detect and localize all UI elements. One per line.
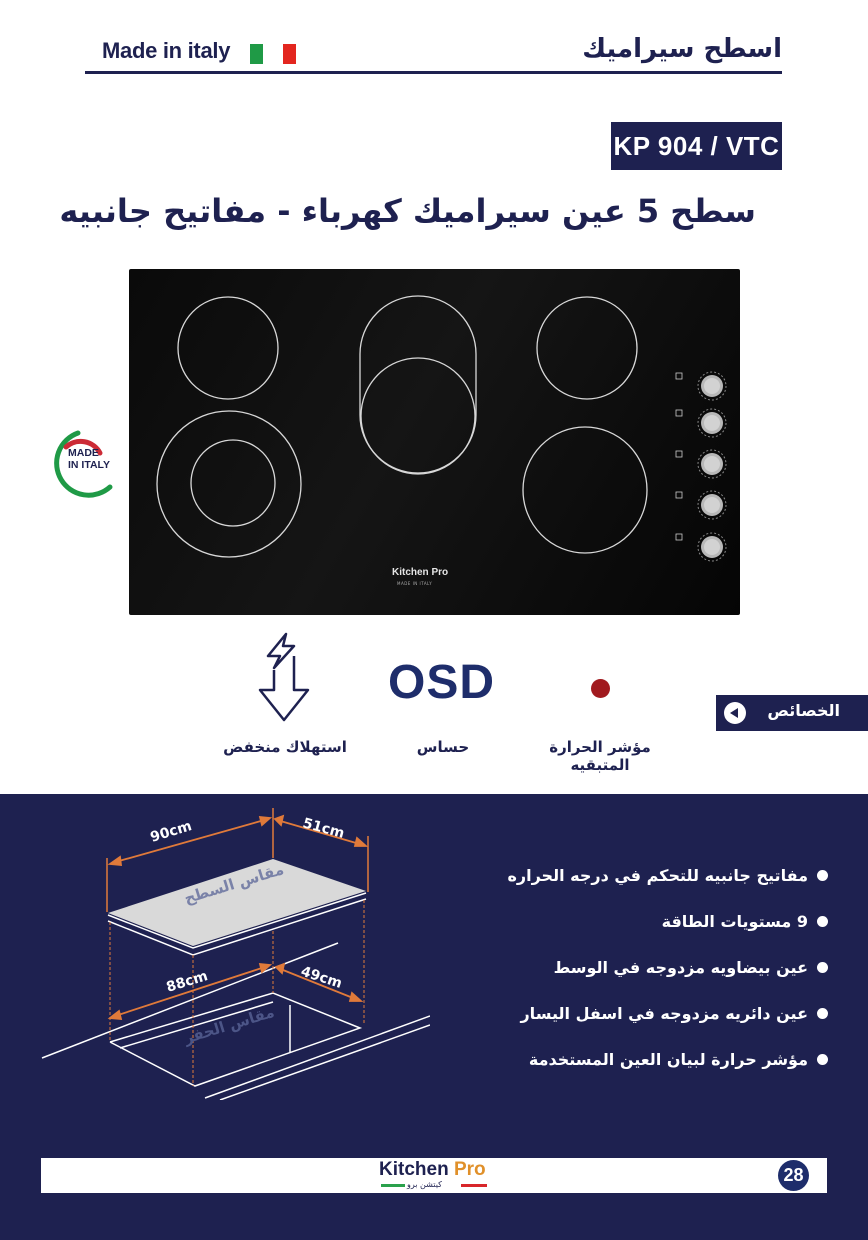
made-in-italy-label: Made in italy [102, 38, 231, 63]
bullet-icon [817, 916, 828, 927]
dim-cutout-width: 88cm [164, 968, 210, 996]
bullet-icon [817, 962, 828, 973]
page-number: 28 [778, 1160, 809, 1191]
spec-list [408, 852, 828, 1082]
spec-text: مؤشر حرارة لبيان العين المستخدمة [528, 1049, 808, 1069]
feature-label-residual-heat-line2: المتبقيه [570, 756, 630, 774]
flag-red-stripe-icon [283, 44, 296, 64]
badge-line-2: IN ITALY [68, 459, 111, 471]
specs-tab-label: الخصائص [767, 701, 840, 720]
top-size-label: مقاس السطح [182, 860, 286, 908]
arrow-left-circle-icon [724, 702, 746, 724]
made-in-italy-badge-text [68, 447, 110, 471]
residual-heat-dot-icon [591, 679, 610, 698]
model-badge: KP 904 / VTC [611, 122, 782, 170]
page-footer [41, 1158, 827, 1193]
spec-list-item [408, 1036, 828, 1082]
badge-line-1: MADE [68, 447, 99, 459]
cooktop-product-image [129, 269, 740, 615]
cooktop-brand-label: Kitchen Pro [392, 567, 449, 578]
dim-top-width: 90cm [148, 818, 194, 846]
spec-list-item [408, 990, 828, 1036]
flag-green-stripe-icon [250, 44, 263, 64]
cooktop-burners-icon [129, 269, 740, 615]
cutout-size-label: مقاس الحفر [181, 1002, 277, 1048]
spec-text: مفاتيح جانبيه للتحكم في درجه الحراره [507, 865, 808, 885]
osd-logo: OSD [388, 656, 496, 709]
spec-list-item [408, 852, 828, 898]
footer-red-line [461, 1184, 487, 1187]
specs-tab[interactable] [716, 695, 868, 731]
dim-cutout-depth: 49cm [298, 963, 345, 992]
cooktop-brand-sublabel: MADE IN ITALY [397, 581, 433, 586]
spec-list-item [408, 898, 828, 944]
feature-label-sensor: حساس [416, 738, 470, 756]
bullet-icon [817, 1054, 828, 1065]
spec-list-item [408, 944, 828, 990]
footer-brand-logo [379, 1159, 486, 1181]
dimension-diagram-icon [30, 800, 430, 1100]
footer-brand-main: Kitchen [379, 1159, 454, 1180]
spec-text: عين دائريه مزدوجه في اسفل اليسار [520, 1003, 808, 1023]
footer-brand-arabic: كيتشن برو [407, 1180, 442, 1189]
feature-label-residual-heat [540, 738, 660, 774]
feature-label-low-energy: استهلاك منخفض [223, 738, 347, 756]
bullet-icon [817, 1008, 828, 1019]
footer-brand-accent: Pro [453, 1159, 486, 1180]
spec-text: 9 مستويات الطاقة [661, 911, 808, 931]
spec-text: عين بيضاويه مزدوجه في الوسط [553, 957, 808, 977]
bullet-icon [817, 870, 828, 881]
footer-green-line [381, 1184, 405, 1187]
header-divider [85, 71, 782, 74]
category-title: اسطح سيراميك [582, 34, 782, 64]
feature-label-residual-heat-line1: مؤشر الحرارة [549, 738, 651, 756]
dim-top-depth: 51cm [300, 815, 347, 842]
low-energy-icon [256, 632, 312, 724]
product-title: سطح 5 عين سيراميك كهرباء - مفاتيح جانبيه [59, 192, 756, 230]
